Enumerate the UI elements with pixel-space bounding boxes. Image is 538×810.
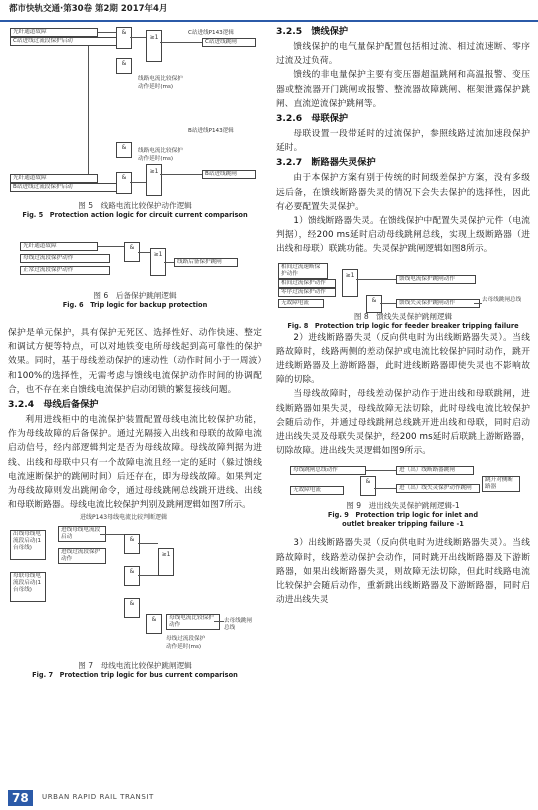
fig5-wire [160, 42, 202, 43]
fig6-wire [138, 252, 150, 253]
fig8-output-2: 馈线失灵保护跳闸动作 [396, 299, 480, 308]
fig8-caption-cn: 图 8 馈线失灵保护跳闸逻辑 [353, 311, 453, 321]
fig6-input-1: 光纤通道故障 [20, 242, 98, 251]
fig6-wire [98, 246, 124, 247]
body-paragraph: 1）馈线断路器失灵。在馈线保护中配置失灵保护元件（电流判据），经200 ms延时启动母线跳闸总线，实现上级断路器（进出线和母联）联跳功能。失灵保护跳闸逻辑如图8所示。 [276, 216, 530, 255]
fig7-or-gate: ≥1 [158, 548, 174, 576]
fig8-and-gate: & [366, 295, 382, 313]
fig5-c-title: C站进线P143逻辑 [188, 30, 234, 36]
body-paragraph: 由于本保护方案有别于传统的时间级差保护方案，没有多级远后备，在馈线断路器失灵的情况下会失去保护的选择性，因此有必要配置失灵保护。 [276, 173, 530, 212]
fig7-title: 进线P143母线电流比较判断逻辑 [80, 514, 168, 522]
fig7-wire [138, 575, 158, 576]
fig6-input-2: 母线过流段保护动作 [20, 254, 110, 263]
section-heading-3-2-5: 3.2.5 馈线保护 [276, 26, 349, 37]
header-rule [0, 20, 538, 22]
body-paragraph: 保护是单元保护，具有保护无死区、选择性好、动作快速、整定和调试方便等特点，可以对地铁变电所母线起到高可靠性的保护效果。同时，基于母线差动保护的速动性（动作时间小于一周波）和100%的选择性，无需考虑与馈线电流保护动作时间的协调配合，也不存在来自馈线电流保护启动闭锁的繁复接线问题。 [8, 328, 262, 395]
fig5-caption-cn: 图 5 线路电流比较保护动作逻辑 [78, 201, 192, 210]
fig9-caption-cn: 图 9 进出线失灵保护跳闸逻辑-1 [346, 501, 460, 511]
journal-name-en: URBAN RAPID RAIL TRANSIT [42, 793, 154, 801]
fig7-and-gate-3: & [124, 598, 140, 618]
fig7-input-box-1: 进线母线电流段启动 [58, 526, 106, 542]
fig7-input-left-1: 出线母线电流段启动(1台母线) [10, 530, 46, 560]
right-column [276, 24, 530, 607]
fig5-b-and-gate: & [116, 172, 132, 194]
fig5-c-input-1: 光纤通道故障 [10, 28, 98, 37]
fig7-and-gate-2: & [124, 566, 140, 586]
fig5-wire [130, 37, 146, 38]
section-heading-3-2-7: 3.2.7 断路器失灵保护 [276, 157, 376, 169]
fig9-caption-en-1: Fig. 9 Protection trip logic for inlet and [327, 511, 479, 520]
fig8-input-1: 相间过流速断保护动作 [278, 263, 328, 279]
fig9-wire [366, 470, 396, 471]
fig5-c-output-trip: C站进线跳闸 [202, 38, 256, 47]
fig7-input-box-2: 进线过流段保护动作 [58, 548, 106, 564]
fig9-caption-en-2: outlet breaker tripping failure -1 [342, 520, 464, 529]
fig8-caption-en: Fig. 8 Protection trip logic for feeder breaker tripping failure [287, 321, 519, 330]
fig9-right-box: 跳开对侧断路器 [482, 476, 520, 492]
fig8-input-4: 无故障电流 [278, 299, 324, 308]
fig8-wire [474, 303, 482, 304]
fig5-b-output-label-2: 动作延时(ms) [138, 156, 174, 162]
fig5-c-or-gate: ≥1 [146, 30, 162, 62]
fig8-input-2: 相间过流保护动作 [278, 279, 336, 288]
fig8-input-3: 零序过流保护动作 [278, 288, 336, 297]
fig5-wire [130, 182, 146, 183]
fig5-b-output-label: 线路电流比较保护 [138, 148, 183, 154]
body-paragraph: 2）进线断路器失灵（反向供电时为出线断路器失灵）。当线路故障时，线路两侧的差动保护或电流比较保护同时动作，跳开进线断路器及上游断路器，此时进线断路器即使失灵也不影响故障的切除。 [276, 332, 530, 386]
fig9-output-1: 进（出）线断路器跳闸 [396, 466, 474, 475]
fig6-caption-cn: 图 6 后备保护跳闸逻辑 [93, 291, 177, 300]
fig8-output-1: 馈线电流保护跳闸动作 [396, 275, 476, 284]
fig5-c-output-label: 线路电流比较保护 [138, 76, 183, 82]
left-column [8, 24, 262, 682]
fig7-output-1: 母线电流比较保护动作 [166, 614, 220, 630]
fig8-right-label: 去母线跳闸总线 [482, 296, 522, 303]
body-paragraph: 当母线故障时，母线差动保护动作于进出线和母联跳闸，进线断路器如果失灵，母线故障无法切除，此时母线电流比较保护会随后动作，并通过母线跳闸总线跳开进出线和母联，同时启动进出线失灵及母联失灵保护，经200 ms延时后联跳上游断路器，切除故障。进出线失灵逻辑如图9所示。 [276, 389, 530, 457]
fig5-b-output-trip: B站进线跳闸 [202, 170, 256, 179]
fig8-wire [356, 279, 396, 280]
fig5-wire [88, 46, 89, 176]
body-paragraph: 3）出线断路器失灵（反向供电时为进线断路器失灵）。当线路故障时，线路差动保护会动作，同时跳开出线断路器及下游断路器，如果出线断路器失灵，则故障无法切除，但此时线路电流比较保护会随后动作，重新跳出线断路器及下游断路器，同时启动进出线失灵 [276, 538, 530, 606]
fig5-b-input-2: B站进线过流段保护启动 [10, 183, 122, 192]
fig7-and-gate-1: & [124, 534, 140, 554]
fig5-b-title: B站进线P143逻辑 [188, 128, 234, 134]
fig5-b-input-1: 光纤通道故障 [10, 174, 98, 183]
fig8-wire [380, 303, 396, 304]
page-number: 78 [8, 790, 33, 806]
fig6-output: 线路后备保护跳闸 [174, 258, 238, 267]
fig9-wire [374, 488, 396, 489]
fig7-right-label: 去母线跳闸总线 [224, 618, 252, 632]
fig7-wire [100, 534, 124, 535]
journal-header-text: 都市快轨交通·第30卷 第2期 2017年4月 [9, 4, 168, 14]
fig6-or-gate: ≥1 [150, 248, 166, 276]
fig5-wire [98, 32, 116, 33]
fig5-c-and-gate-2: & [116, 58, 132, 74]
fig9-output-2: 进（出）线失灵保护动作跳闸 [396, 484, 480, 493]
figure-7 [8, 514, 262, 682]
fig7-output-label-2: 母线过流段保护 [166, 636, 206, 643]
section-heading-3-2-6: 3.2.6 母联保护 [276, 113, 349, 125]
running-header [0, 0, 538, 20]
fig6-caption-en: Fig. 6 Trip logic for backup protection [62, 301, 208, 309]
fig6-and-gate: & [124, 242, 140, 262]
body-paragraph: 馈线的非电量保护主要有变压器超温跳闸和高温报警、变压器或整流器开门跳闸或报警、整流器故障跳闸、框架泄露保护跳闸、直流逆流保护跳闸等。 [276, 70, 530, 109]
fig9-input-1: 母线跳闸总线动作 [290, 466, 366, 475]
fig5-c-output-label-2: 动作延时(ms) [138, 84, 174, 90]
fig7-input-left-2: 母联母线电流段启动(1台母线) [10, 572, 46, 602]
figure-5 [8, 24, 262, 220]
figure-8 [276, 261, 530, 331]
fig7-caption-en: Fig. 7 Protection trip logic for bus current comparison [32, 671, 238, 680]
fig7-wire [214, 621, 224, 622]
body-paragraph: 母联设置一段带延时的过流保护，参照线路过流加速段保护延时。 [276, 129, 530, 154]
fig5-b-and-gate-2: & [116, 142, 132, 158]
section-heading-3-2-4: 3.2.4 母线后备保护 [8, 399, 99, 411]
figure-6 [8, 240, 262, 326]
fig7-and-gate-4: & [146, 614, 162, 634]
fig5-c-and-gate: & [116, 27, 132, 49]
fig7-output-label-3: 动作延时(ms) [166, 644, 202, 651]
page-footer [0, 784, 538, 810]
fig5-wire [160, 174, 202, 175]
fig9-input-2: 无故障电流 [290, 486, 344, 495]
fig5-c-input-2: C站进线过流段保护启动 [10, 37, 122, 46]
fig8-or-gate: ≥1 [342, 269, 358, 297]
fig9-and-gate: & [360, 476, 376, 496]
fig7-wire [138, 543, 158, 544]
fig5-b-or-gate: ≥1 [146, 164, 162, 196]
fig6-wire [164, 262, 174, 263]
fig5-caption-en: Fig. 5 Protection action logic for circuit current comparison [22, 211, 248, 219]
fig6-input-3: 正常过流段保护动作 [20, 266, 110, 275]
body-paragraph: 利用进线柜中的电流保护装置配置母线电流比较保护功能，作为母线故障的后备保护。通过光隔接入出线和母联的故障电流启动信号，经内部逻辑判定是否为母线故障。母线故障判据为进线、出线和母联中只有一个故障电流且经一定的延时（躲过馈线电流速断保护的跳闸时间）后还存在，即为母线故障。如果判定为母线故障则发出跳闸命令，通过母线跳闸总线跳开进线、出线和母联断路器。母线电流比较保护判别及跳闸逻辑如图7所示。 [8, 415, 262, 511]
fig7-caption-cn: 图 7 母线电流比较保护跳闸逻辑 [78, 661, 192, 671]
figure-9 [276, 462, 530, 536]
body-paragraph: 馈线保护的电气量保护配置包括相过流、相过流速断、零序过流及过负荷。 [276, 42, 530, 67]
